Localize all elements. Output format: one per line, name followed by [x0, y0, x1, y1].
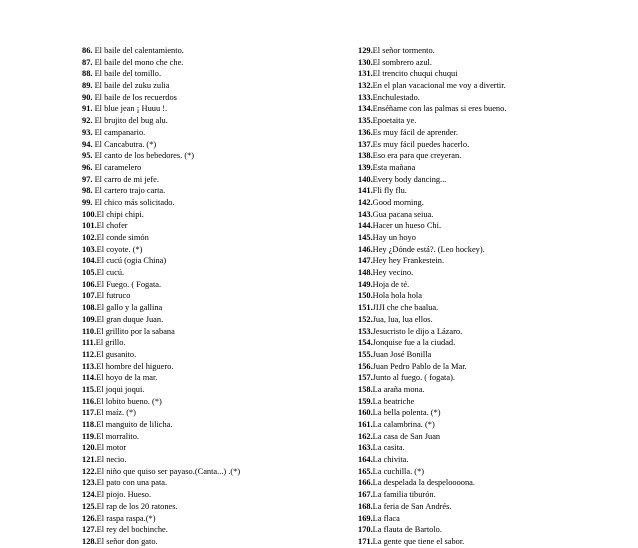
- song-number: 134.: [358, 104, 373, 114]
- song-number: 88.: [82, 69, 93, 79]
- song-number: 97.: [82, 174, 93, 184]
- song-list-item: [358, 396, 598, 408]
- song-number: 113.: [82, 361, 97, 371]
- song-title: Juan José Bonilla: [372, 349, 432, 359]
- song-title: El joqui joqui.: [96, 384, 145, 394]
- song-title: El gusanito.: [96, 349, 137, 359]
- song-number: 151.: [358, 303, 373, 313]
- song-title: El chipi chipi.: [96, 209, 144, 219]
- song-list-item: [82, 103, 352, 115]
- song-list-item: [358, 68, 598, 80]
- song-title: La chivita.: [372, 455, 409, 465]
- song-list-item: [358, 349, 598, 361]
- song-title: El chico más solicitado.: [92, 197, 175, 207]
- song-number: 93.: [82, 127, 93, 137]
- song-list-item: [82, 396, 352, 408]
- song-number: 138.: [358, 151, 373, 161]
- song-number: 121.: [82, 455, 97, 465]
- song-list-item: [358, 103, 598, 115]
- song-list-item: [82, 255, 352, 267]
- song-title: El maíz. (*): [96, 408, 136, 418]
- song-number: 89.: [82, 81, 93, 91]
- song-number: 149.: [358, 279, 373, 289]
- song-title: El necio.: [96, 455, 127, 465]
- song-title: La feria de San Andrés.: [372, 501, 452, 511]
- song-title: El baile del zuku zulia: [92, 81, 170, 91]
- song-number: 115.: [82, 384, 97, 394]
- song-number: 109.: [82, 314, 97, 324]
- song-list-item: [358, 442, 598, 454]
- song-title: El blue jean ¡ Huuu !.: [92, 104, 168, 114]
- song-list-item: [358, 372, 598, 384]
- song-title: El raspa raspa.(*): [96, 513, 156, 523]
- song-number: 145.: [358, 233, 373, 242]
- song-title: El rap de los 20 ratones.: [96, 501, 178, 511]
- song-list-left-column: [82, 45, 352, 548]
- song-list-item: [82, 501, 352, 513]
- song-number: 100.: [82, 209, 97, 219]
- song-list-item: [82, 454, 352, 466]
- song-title: El hoyo de la mar.: [96, 373, 158, 383]
- song-list-item: [358, 361, 598, 373]
- song-list-item: [358, 255, 598, 267]
- song-title: El caramelero: [92, 162, 142, 172]
- song-list-item: [358, 139, 598, 151]
- song-title: El Cancabutra. (*): [92, 139, 157, 149]
- song-list-item: [358, 185, 598, 197]
- song-number: 119.: [82, 431, 97, 441]
- song-title: El motor: [96, 443, 127, 453]
- song-title: Hoja de té.: [372, 279, 410, 289]
- song-list-item: [82, 244, 352, 256]
- song-number: 165.: [358, 466, 373, 476]
- song-list-item: [82, 302, 352, 314]
- song-title: Es muy fácil puedes hacerlo.: [372, 139, 470, 149]
- song-title: El señor tormento.: [372, 46, 435, 55]
- song-list-item: [358, 209, 598, 221]
- song-number: 154.: [358, 338, 373, 348]
- song-number: 103.: [82, 244, 97, 254]
- song-number: 166.: [358, 478, 373, 488]
- song-title: El baile del calentamiento.: [92, 46, 184, 55]
- song-list-item: [358, 326, 598, 338]
- song-number: 160.: [358, 408, 373, 418]
- song-number: 101.: [82, 221, 97, 231]
- song-list-item: [82, 115, 352, 127]
- song-list-item: [82, 220, 352, 232]
- song-number: 96.: [82, 162, 93, 172]
- song-title: El rey del bochinche.: [96, 525, 168, 535]
- song-list-item: [358, 244, 598, 256]
- song-number: 135.: [358, 116, 373, 126]
- song-list-item: [82, 407, 352, 419]
- song-list-item: [358, 466, 598, 478]
- song-title: El señor don gato.: [96, 536, 158, 546]
- song-list-item: [358, 501, 598, 513]
- song-list-item: [358, 279, 598, 291]
- song-number: 162.: [358, 431, 373, 441]
- song-title: El brujito del bug alu.: [92, 116, 168, 126]
- song-title: El trencito chuqui chuqui: [372, 69, 458, 79]
- song-list-item: [358, 92, 598, 104]
- song-list-right-column: [358, 45, 598, 548]
- song-number: 167.: [358, 490, 373, 500]
- song-number: 156.: [358, 361, 373, 371]
- song-number: 131.: [358, 69, 373, 79]
- song-title: JIJI che che baalua.: [372, 303, 439, 313]
- song-number: 124.: [82, 490, 97, 500]
- song-title: Jesucristo le dijo a Lázaro.: [372, 326, 463, 336]
- song-number: 110.: [82, 326, 97, 336]
- song-list-item: [82, 174, 352, 186]
- song-number: 150.: [358, 291, 373, 301]
- song-title: Enséñame con las palmas si eres bueno.: [372, 104, 507, 114]
- song-title: El hombre del higuero.: [96, 361, 174, 371]
- song-number: 114.: [82, 373, 97, 383]
- song-list-item: [358, 127, 598, 139]
- song-list-item: [82, 489, 352, 501]
- song-title: Good morning.: [372, 197, 424, 207]
- song-list-item: [82, 80, 352, 92]
- song-number: 146.: [358, 244, 373, 254]
- song-title: El canto de los bebedores. (*): [92, 151, 195, 161]
- song-number: 126.: [82, 513, 97, 523]
- song-number: 125.: [82, 501, 97, 511]
- song-list-item: [82, 384, 352, 396]
- song-list-item: [82, 536, 352, 548]
- song-list-item: [358, 220, 598, 232]
- song-number: 105.: [82, 268, 97, 278]
- song-title: Hey hey Frankestein.: [372, 256, 445, 266]
- song-list-item: [358, 197, 598, 209]
- song-number: 164.: [358, 455, 373, 465]
- song-number: 86.: [82, 46, 93, 55]
- song-list-item: [82, 419, 352, 431]
- song-number: 139.: [358, 162, 373, 172]
- song-title: El futruco: [96, 291, 131, 301]
- song-title: La beatriche: [372, 396, 415, 406]
- song-list-item: [358, 150, 598, 162]
- song-number: 163.: [358, 443, 373, 453]
- song-list-item: [358, 302, 598, 314]
- song-number: 169.: [358, 513, 373, 523]
- song-number: 91.: [82, 104, 93, 114]
- song-number: 111.: [82, 338, 96, 348]
- song-title: Junto al fuego. ( fogata).: [372, 373, 455, 383]
- song-title: Jonquise fue a la ciudad.: [372, 338, 456, 348]
- song-title: El gallo y la gallina: [96, 303, 163, 313]
- song-title: El cartero trajo carta.: [92, 186, 166, 196]
- song-number: 98.: [82, 186, 93, 196]
- song-list-item: [82, 524, 352, 536]
- song-list-item: [358, 489, 598, 501]
- song-list-item: [358, 536, 598, 548]
- song-number: 112.: [82, 349, 97, 359]
- song-list-item: [358, 57, 598, 69]
- song-number: 152.: [358, 314, 373, 324]
- song-title: El manguito de lilicha.: [96, 420, 173, 429]
- song-list-item: [358, 290, 598, 302]
- song-title: Fli fly flu.: [372, 186, 407, 196]
- song-list-item: [82, 209, 352, 221]
- song-number: 136.: [358, 127, 373, 137]
- song-title: Hey vecino.: [372, 268, 414, 278]
- song-title: La casita.: [372, 443, 405, 453]
- song-list-item: [82, 513, 352, 525]
- song-list-item: [82, 361, 352, 373]
- song-title: El cucú (ogia China): [96, 256, 167, 266]
- song-list-item: [358, 80, 598, 92]
- song-title: Hacer un hueso Chi.: [372, 221, 442, 231]
- song-list-item: [358, 174, 598, 186]
- song-list-item: [82, 127, 352, 139]
- song-title: El baile de los recuerdos: [92, 92, 177, 102]
- song-list-item: [82, 45, 352, 57]
- song-title: La calambrina. (*): [372, 420, 435, 429]
- song-number: 137.: [358, 139, 373, 149]
- song-title: Enchulestado.: [372, 92, 420, 102]
- song-number: 87.: [82, 57, 93, 67]
- song-number: 129.: [358, 46, 373, 55]
- song-title: La cuchilla. (*): [372, 466, 425, 476]
- song-list-item: [82, 442, 352, 454]
- song-title: El gran duque Juan.: [96, 314, 164, 324]
- song-list-item: [358, 267, 598, 279]
- song-list-item: [82, 314, 352, 326]
- song-list-item: [82, 477, 352, 489]
- song-list-item: [82, 337, 352, 349]
- song-title: El grillito por la sabana: [96, 326, 175, 336]
- song-list-item: [82, 349, 352, 361]
- song-number: 153.: [358, 326, 373, 336]
- song-title: El carro de mi jefe.: [92, 174, 159, 184]
- song-number: 157.: [358, 373, 373, 383]
- song-list-item: [358, 513, 598, 525]
- song-number: 130.: [358, 57, 373, 67]
- song-number: 170.: [358, 525, 373, 535]
- song-number: 127.: [82, 525, 97, 535]
- song-number: 116.: [82, 396, 97, 406]
- song-list-item: [358, 407, 598, 419]
- song-title: La gente que tiene el sabor.: [372, 536, 465, 546]
- song-title: El morralito.: [96, 431, 139, 441]
- song-title: La casa de San Juan: [372, 431, 441, 441]
- song-list-item: [82, 466, 352, 478]
- song-title: Hey ¿Dónde está?. (Leo hockey).: [372, 244, 485, 254]
- song-number: 158.: [358, 384, 373, 394]
- song-title: El baile del mono che che.: [92, 57, 184, 67]
- song-title: El cucú.: [96, 268, 125, 278]
- song-list-item: [82, 431, 352, 443]
- song-list-item: [358, 384, 598, 396]
- song-title: Every body dancing...: [372, 174, 447, 184]
- song-number: 92.: [82, 116, 93, 126]
- song-number: 168.: [358, 501, 373, 511]
- song-title: La flaca: [372, 513, 400, 523]
- song-title: La familia tiburón.: [372, 490, 436, 500]
- song-list-item: [82, 185, 352, 197]
- song-title: El grillo.: [95, 338, 126, 348]
- song-title: La flauta de Bartolo.: [372, 525, 442, 535]
- song-title: Hola hola hola: [372, 291, 422, 301]
- song-title: El chofer: [96, 221, 128, 231]
- song-title: La bella polenta. (*): [372, 408, 441, 418]
- song-number: 161.: [358, 420, 373, 429]
- song-list-item: [358, 115, 598, 127]
- song-list-item: [358, 314, 598, 326]
- song-number: 106.: [82, 279, 97, 289]
- song-list-item: [358, 431, 598, 443]
- song-list-item: [82, 267, 352, 279]
- song-list-item: [82, 57, 352, 69]
- song-number: 171.: [358, 536, 373, 546]
- song-title: En el plan vacacional me voy a divertir.: [372, 81, 506, 91]
- song-list-item: [358, 477, 598, 489]
- song-number: 148.: [358, 268, 373, 278]
- song-number: 102.: [82, 233, 97, 242]
- song-list-item: [82, 279, 352, 291]
- song-title: La araña mona.: [372, 384, 425, 394]
- song-number: 107.: [82, 291, 97, 301]
- song-number: 104.: [82, 256, 97, 266]
- song-list-item: [82, 162, 352, 174]
- song-number: 144.: [358, 221, 373, 231]
- song-number: 118.: [82, 420, 97, 429]
- song-list-item: [82, 372, 352, 384]
- song-number: 90.: [82, 92, 93, 102]
- song-number: 132.: [358, 81, 373, 91]
- song-list-item: [358, 162, 598, 174]
- song-list-item: [82, 68, 352, 80]
- song-title: Jua, lua, lua ellos.: [372, 314, 433, 324]
- song-number: 143.: [358, 209, 373, 219]
- song-number: 141.: [358, 186, 373, 196]
- song-number: 142.: [358, 197, 373, 207]
- song-list-item: [82, 232, 352, 244]
- song-list-item: [358, 454, 598, 466]
- song-list-item: [358, 232, 598, 244]
- song-title: Esta mañana: [372, 162, 416, 172]
- song-list-item: [82, 92, 352, 104]
- song-number: 155.: [358, 349, 373, 359]
- song-number: 120.: [82, 443, 97, 453]
- song-title: El conde simón: [96, 233, 149, 242]
- song-title: Epoetaita ye.: [372, 116, 417, 126]
- song-title: Eso era para que creyeran.: [372, 151, 462, 161]
- song-number: 94.: [82, 139, 93, 149]
- song-number: 128.: [82, 536, 97, 546]
- song-list-item: [82, 197, 352, 209]
- song-title: Es muy fácil de aprender.: [372, 127, 459, 137]
- song-list-item: [358, 45, 598, 57]
- song-list-item: [358, 524, 598, 536]
- song-number: 123.: [82, 478, 97, 488]
- song-list-item: [358, 337, 598, 349]
- song-title: El baile del tomillo.: [92, 69, 162, 79]
- song-number: 108.: [82, 303, 97, 313]
- song-title: El Fuego. ( Fogata.: [96, 279, 162, 289]
- song-title: El lobito bueno. (*): [96, 396, 162, 406]
- song-list-item: [82, 139, 352, 151]
- song-title: La despelada la despeloooona.: [372, 478, 475, 488]
- song-list-item: [358, 419, 598, 431]
- song-list-item: [82, 326, 352, 338]
- song-number: 133.: [358, 92, 373, 102]
- song-title: Juan Pedro Pablo de la Mar.: [372, 361, 467, 371]
- song-number: 147.: [358, 256, 373, 266]
- song-title: Gua pacana seiua.: [372, 209, 434, 219]
- song-title: El piojo. Hueso.: [96, 490, 152, 500]
- song-number: 122.: [82, 466, 97, 476]
- song-list-item: [82, 150, 352, 162]
- song-number: 99.: [82, 197, 93, 207]
- song-number: 159.: [358, 396, 373, 406]
- song-title: El sombrero azul.: [372, 57, 432, 67]
- song-title: Hay un hoyo: [372, 233, 416, 242]
- song-number: 117.: [82, 408, 97, 418]
- song-list-item: [82, 290, 352, 302]
- song-number: 95.: [82, 151, 93, 161]
- song-title: El pato con una pata.: [96, 478, 168, 488]
- song-title: El niño que quiso ser payaso.(Canta...) .(*): [96, 466, 241, 476]
- song-number: 140.: [358, 174, 373, 184]
- song-title: El coyote. (*): [96, 244, 143, 254]
- song-title: El campanario.: [92, 127, 146, 137]
